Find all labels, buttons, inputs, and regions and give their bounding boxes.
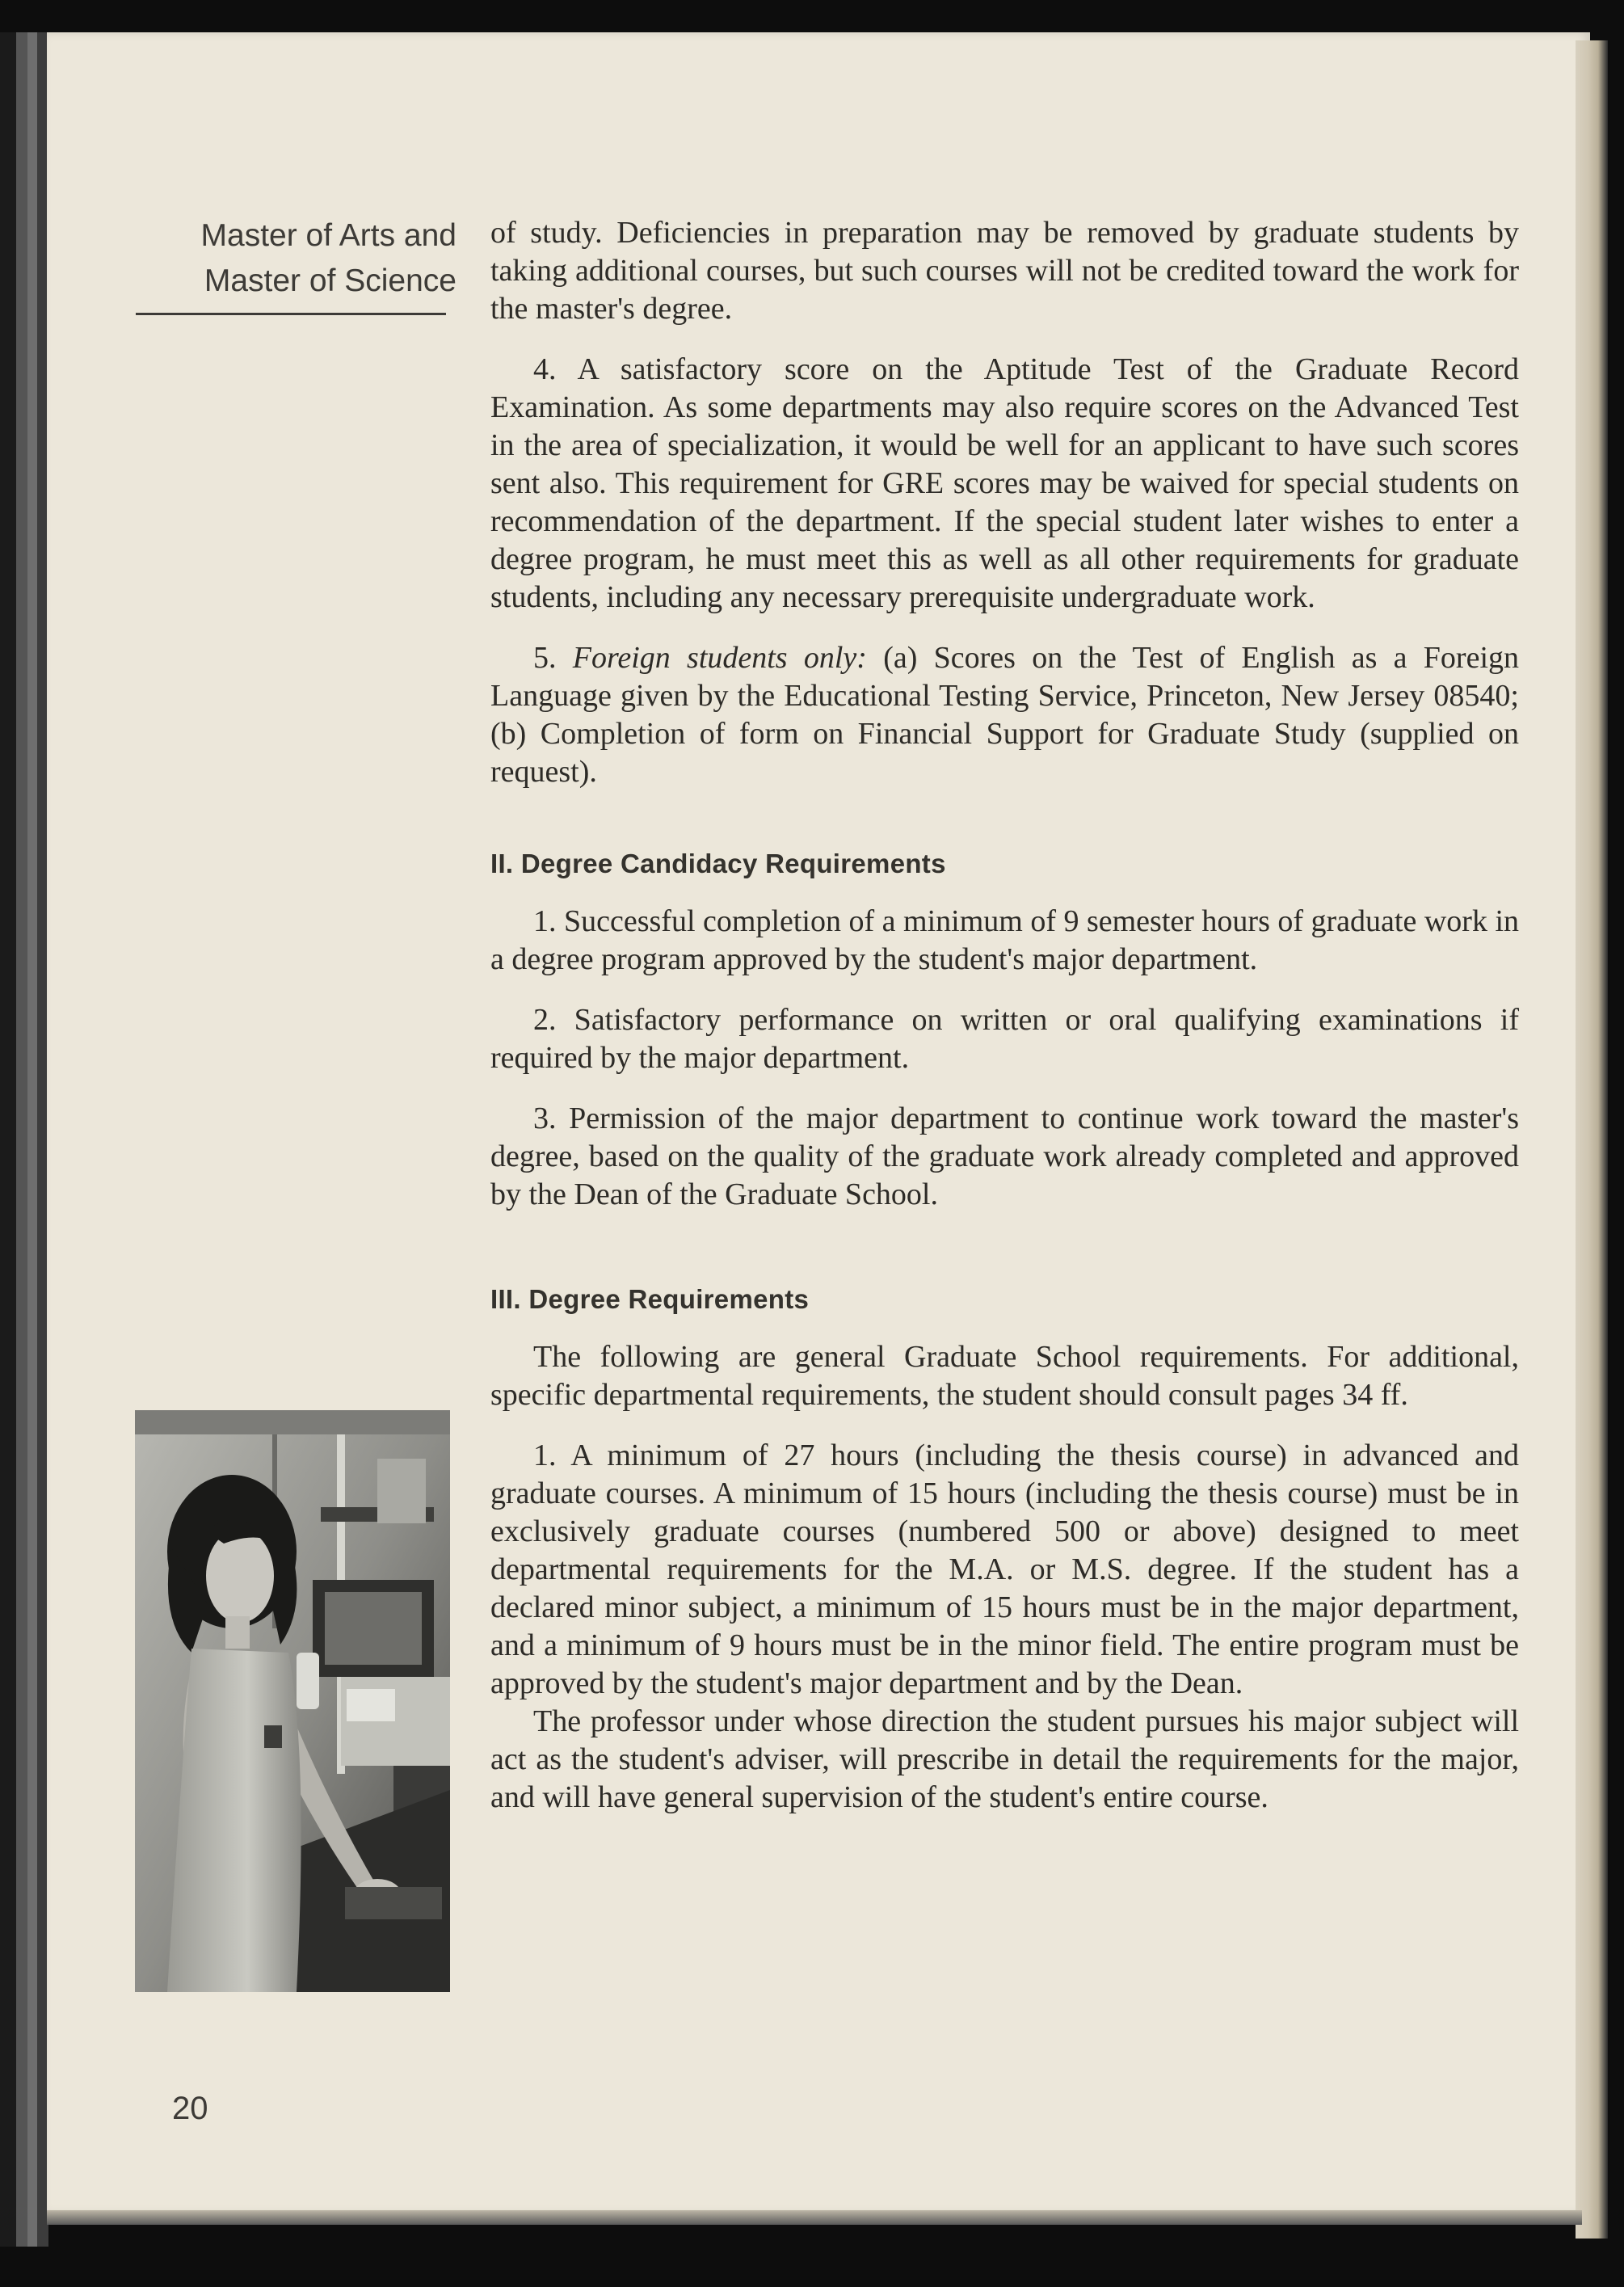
- section3-heading: III. Degree Requirements: [490, 1284, 810, 1314]
- book-edge: [27, 32, 37, 2247]
- student-lab-photo: [135, 1410, 450, 1992]
- photo-illustration: [135, 1410, 450, 1992]
- page-binding-shadow: [1576, 40, 1608, 2239]
- page-bottom-edge: [47, 2210, 1582, 2225]
- intro-continuation: of study. Deficiencies in preparation may be removed by graduate students by taking additional courses, but such courses will not be credited toward the work for the master's degree.: [490, 216, 1519, 326]
- body-text-column: [490, 214, 1519, 1817]
- item5-number: 5.: [533, 641, 557, 675]
- running-head-line2: Master of Science: [204, 263, 456, 298]
- adviser-paragraph: The professor under whose direction the student pursues his major subject will act as the student's adviser, will prescribe in detail the requirements for the major, and will have general supervision of the student's entire course.: [490, 1704, 1519, 1814]
- running-head-line1: Master of Arts and: [200, 218, 456, 253]
- candidacy-item-1: 1. Successful completion of a minimum of 9 semester hours of graduate work in a degree program approved by the student's major department.: [490, 904, 1519, 976]
- candidacy-item-2: 2. Satisfactory performance on written or oral qualifying examinations if required by the major department.: [490, 1003, 1519, 1075]
- book-edge: [16, 32, 27, 2247]
- item5-label: Foreign students only:: [572, 641, 867, 675]
- running-head: [133, 213, 456, 304]
- candidacy-item-3: 3. Permission of the major department to continue work toward the master's degree, based on the quality of the graduate work already completed and approved by the Dean of the Graduate School.: [490, 1101, 1519, 1211]
- book-edge: [0, 32, 16, 2247]
- degree-req-intro: The following are general Graduate School requirements. For additional, specific departmental requirements, the student should consult pages 34 ff.: [490, 1340, 1519, 1412]
- page-number: 20: [172, 2091, 208, 2126]
- requirement-item-4: 4. A satisfactory score on the Aptitude Test of the Graduate Record Examination. As some departments may also require scores on the Advanced Test in the area of specialization, it would be well for an applicant to have such scores sent also. This requirement for GRE scores may be waived for special students on recommendation of the department. If the special student later wishes to enter a degree program, he must meet this as well as all other requirements for graduate students, including any necessary prerequisite undergraduate work.: [490, 352, 1519, 614]
- degree-req-item-1: 1. A minimum of 27 hours (including the thesis course) in advanced and graduate courses. A minimum of 15 hours (including the thesis course) must be in exclusively graduate courses (numbered 500 or above) designed to meet departmental requirements for the M.A. or M.S. degree. If the student has a declared minor subject, a minimum of 15 hours must be in the major department, and a minimum of 9 hours must be in the minor field. The entire program must be approved by the student's major department and by the Dean.: [490, 1438, 1519, 1700]
- section2-heading: II. Degree Candidacy Requirements: [490, 849, 946, 878]
- item5-text: (a) Scores on the Test of English as a Foreign Language given by the Educational Testing Service, Princeton, New Jersey 08540; (b) Completion of form on Financial Support for Graduate Study (supplied on request).: [490, 641, 1520, 789]
- running-head-rule: [136, 313, 446, 315]
- requirement-item-5: [490, 639, 1519, 791]
